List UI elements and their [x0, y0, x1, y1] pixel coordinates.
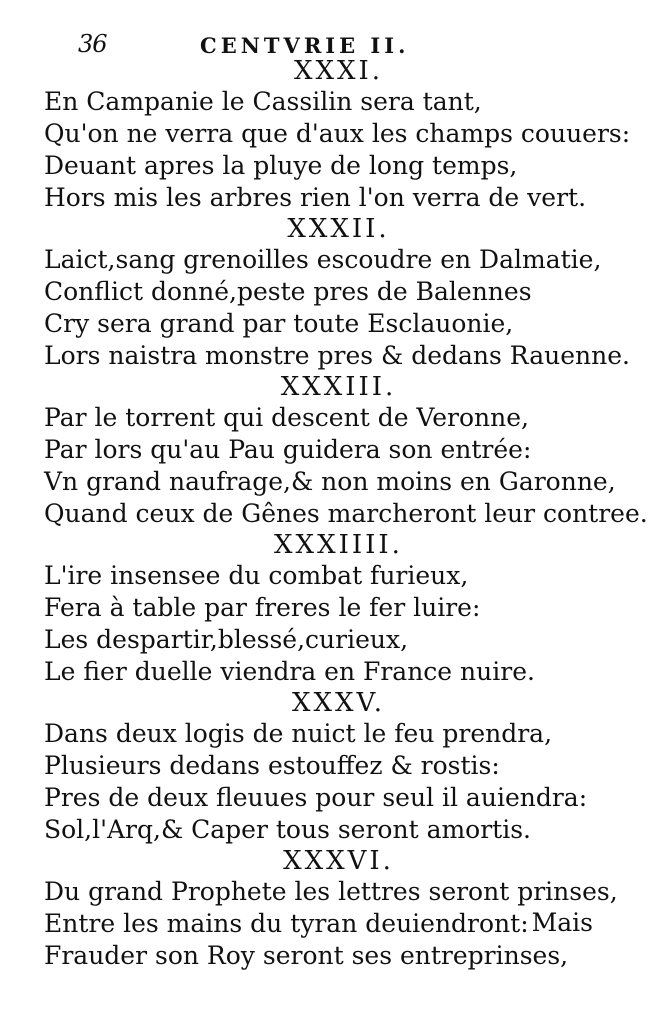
quatrain — [0, 372, 657, 530]
quatrain — [0, 214, 657, 372]
running-head: CENTVRIE II. — [200, 33, 410, 58]
verse-line: En Campanie le Cassilin sera tant, — [44, 87, 482, 116]
quatrain-numeral: XXXIII. — [280, 372, 397, 402]
quatrain — [0, 688, 657, 846]
verse-line: Lors naistra monstre pres & dedans Rauenne. — [44, 341, 630, 370]
quatrain-numeral: XXXI. — [293, 56, 384, 86]
verse-line: Frauder son Roy seront ses entreprinses, — [44, 941, 569, 970]
verse-line: L'ire insensee du combat furieux, — [44, 561, 469, 590]
verse-line: Dans deux logis de nuict le feu prendra, — [44, 719, 553, 748]
verse-line: Les despartir,blessé,curieux, — [44, 625, 409, 654]
quatrain — [0, 530, 657, 688]
verse-line: Du grand Prophete les lettres seront prinses, — [44, 877, 618, 906]
verse-line: Sol,l'Arq,& Caper tous seront amortis. — [44, 815, 531, 844]
quatrain-list — [0, 56, 657, 972]
verse-line: Deuant apres la pluye de long temps, — [44, 151, 518, 180]
page-number: 36 — [78, 30, 107, 58]
verse-line: Hors mis les arbres rien l'on verra de vert. — [44, 183, 587, 212]
quatrain-numeral: XXXIIII. — [274, 530, 403, 560]
verse-line: Cry sera grand par toute Esclauonie, — [44, 309, 514, 338]
verse-line: Pres de deux fleuues pour seul il auiendra: — [44, 783, 588, 812]
quatrain-numeral: XXXV. — [291, 688, 386, 718]
verse-line: Fera à table par freres le fer luire: — [44, 593, 481, 622]
verse-line: Par lors qu'au Pau guidera son entrée: — [44, 435, 532, 464]
verse-line: Plusieurs dedans estouffez & rostis: — [44, 751, 500, 780]
quatrain — [0, 56, 657, 214]
quatrain-numeral: XXXVI. — [283, 846, 394, 876]
verse-line: Vn grand naufrage,& non moins en Garonne, — [44, 467, 616, 496]
catchword: Mais — [531, 908, 593, 937]
verse-line: Laict,sang grenoilles escoudre en Dalmatie, — [44, 245, 602, 274]
verse-line: Le fier duelle viendra en France nuire. — [44, 657, 535, 686]
verse-line: Entre les mains du tyran deuiendront: — [44, 909, 529, 938]
verse-line: Qu'on ne verra que d'aux les champs couuers: — [44, 119, 631, 148]
verse-line: Par le torrent qui descent de Veronne, — [44, 403, 529, 432]
verse-line: Conflict donné,peste pres de Balennes — [44, 277, 532, 306]
verse-line: Quand ceux de Gênes marcheront leur contree. — [44, 499, 648, 528]
quatrain-numeral: XXXII. — [287, 214, 390, 244]
